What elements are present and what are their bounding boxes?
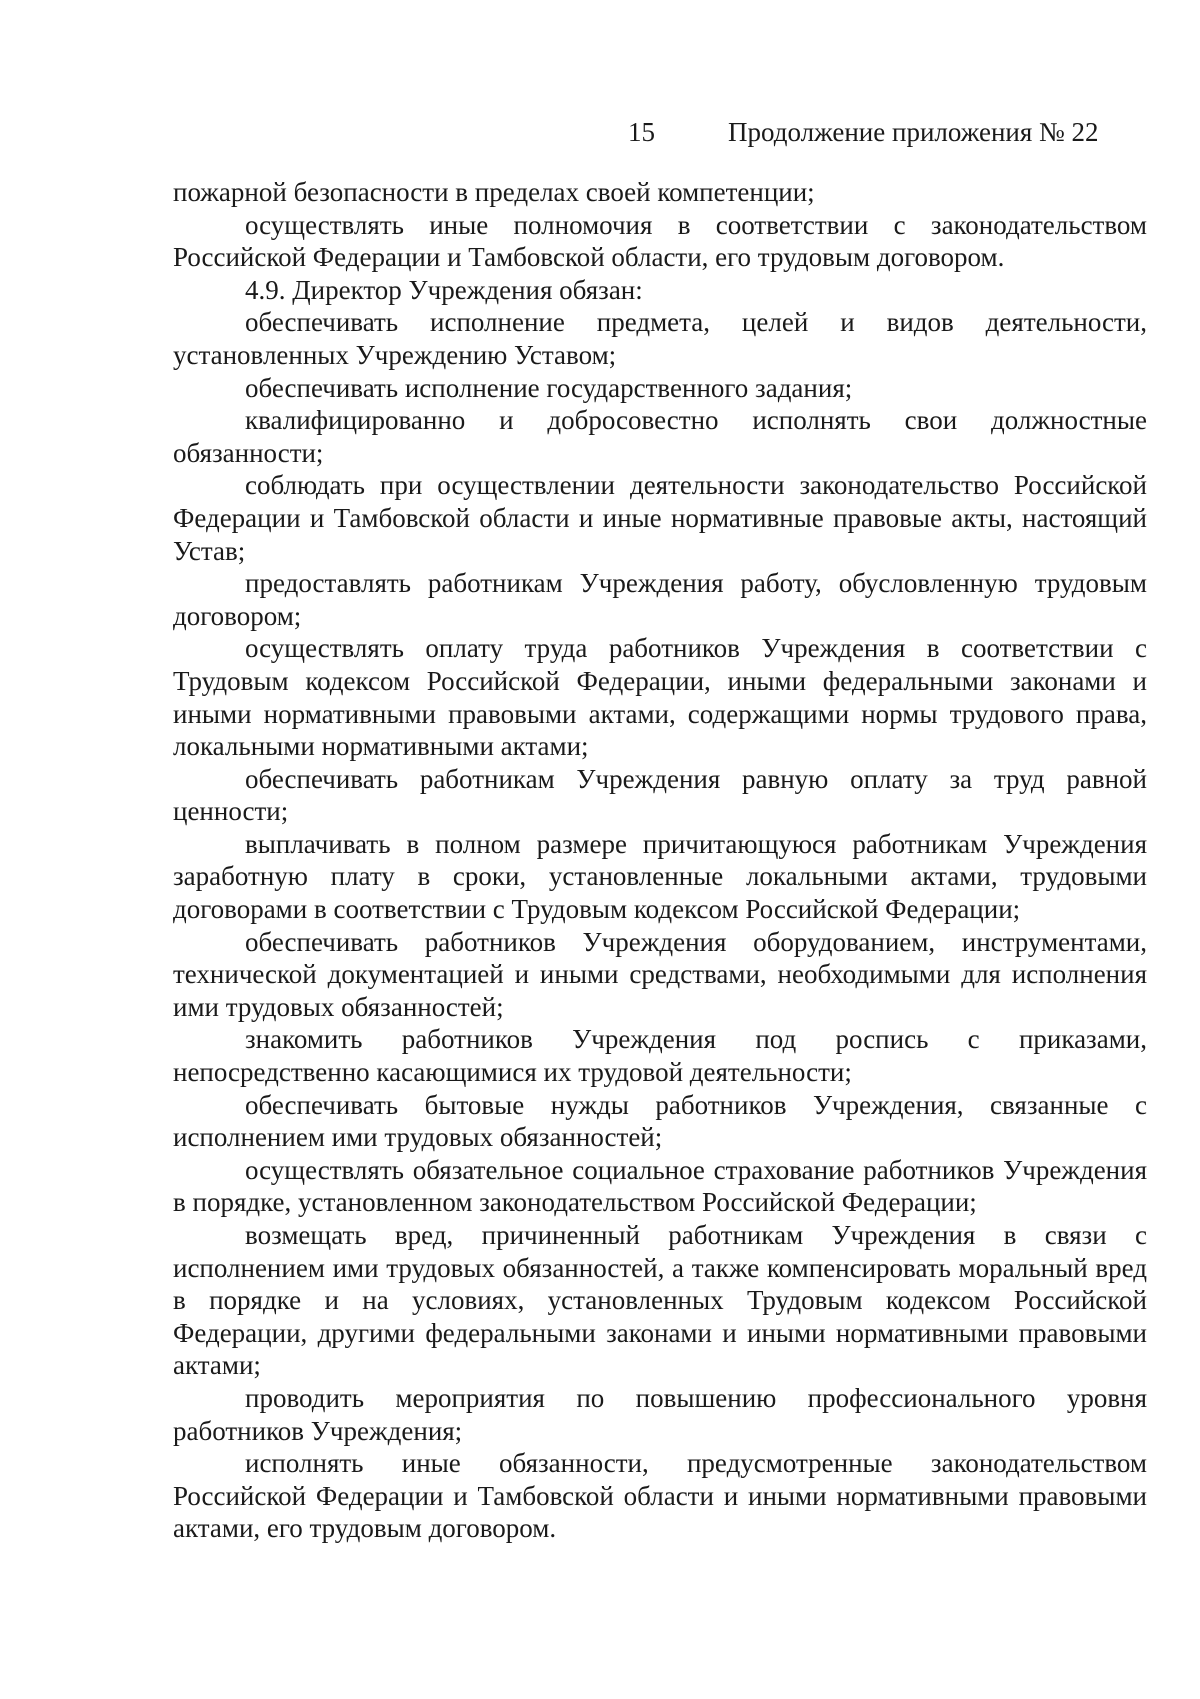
- paragraph: квалифицированно и добросовестно исполнять свои должностные обязанности;: [173, 405, 1147, 468]
- paragraph: обеспечивать бытовые нужды работников Учреждения, связанные с исполнением ими трудовых обязанностей;: [173, 1089, 1147, 1153]
- paragraph: знакомить работников Учреждения под роспись с приказами, непосредственно касающимися их трудовой деятельности;: [173, 1024, 1147, 1088]
- paragraph: обеспечивать работников Учреждения оборудованием, инструментами, технической документацией и иными средствами, необходимыми для исполнения ими трудовых обязанностей;: [173, 926, 1147, 1022]
- section-heading: 4.9. Директор Учреждения обязан:: [245, 274, 643, 305]
- page-number: 15: [628, 117, 655, 147]
- paragraph: соблюдать при осуществлении деятельности законодательство Российской Федерации и Тамбовской области и иные нормативные правовые акты, настоящий Устав;: [173, 470, 1147, 566]
- paragraph: обеспечивать исполнение предмета, целей и видов деятельности, установленных Учреждению Уставом;: [173, 307, 1147, 370]
- paragraph: предоставлять работникам Учреждения работу, обусловленную трудовым договором;: [173, 568, 1147, 631]
- paragraph: обеспечивать работникам Учреждения равную оплату за труд равной ценности;: [173, 763, 1147, 827]
- paragraph: осуществлять иные полномочия в соответствии с законодательством Российской Федерации и Тамбовской области, его трудовым договором.: [173, 209, 1147, 273]
- paragraph: проводить мероприятия по повышению профессионального уровня работников Учреждения;: [173, 1382, 1147, 1446]
- page-header: [0, 112, 1200, 152]
- running-title: Продолжение приложения № 22: [728, 117, 1099, 147]
- paragraph: осуществлять оплату труда работников Учреждения в соответствии с Трудовым кодексом Российской Федерации, иными федеральными законами и иными нормативными правовыми актами, содержащими нормы трудового права, локальными нормативными актами;: [173, 633, 1147, 762]
- paragraph: осуществлять обязательное социальное страхование работников Учреждения в порядке, установленном законодательством Российской Федерации;: [173, 1154, 1147, 1218]
- paragraph: возмещать вред, причиненный работникам Учреждения в связи с исполнением ими трудовых обязанностей, а также компенсировать моральный вред в порядке и на условиях, установленных Трудовым кодексом Российской Федерации, другими федеральными законами и иными нормативными правовыми актами;: [173, 1220, 1147, 1381]
- document-body: [173, 176, 1147, 1545]
- paragraph: обеспечивать исполнение государственного задания;: [245, 372, 853, 403]
- paragraph: исполнять иные обязанности, предусмотренные законодательством Российской Федерации и Тамбовской области и иными нормативными правовыми актами, его трудовым договором.: [173, 1448, 1147, 1544]
- paragraph: пожарной безопасности в пределах своей компетенции;: [173, 177, 815, 207]
- paragraph: выплачивать в полном размере причитающуюся работникам Учреждения заработную плату в сроки, установленные локальными актами, трудовыми договорами в соответствии с Трудовым кодексом Российской Федерации;: [173, 828, 1147, 925]
